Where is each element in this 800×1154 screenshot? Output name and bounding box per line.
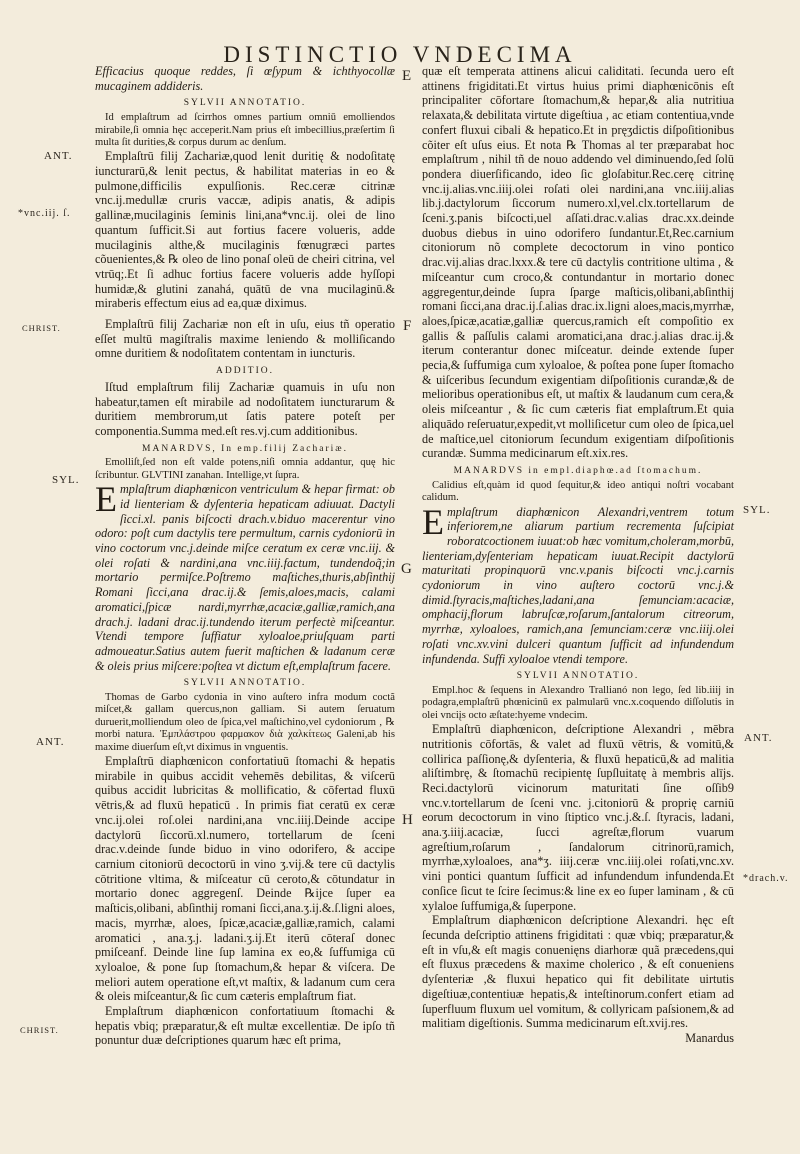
additio-heading: ADDITIO.	[216, 366, 274, 377]
section-letter-e: E	[402, 68, 412, 84]
paragraph: Emplaſtrū diaphœnicon confortatiuū ſtomachi & hepatis mirabile in quibus accidit vehemēs debilitas, & viſcerū quibus accidit lubricitas & mollificatio, & cōfertad fluxū vētris,& ad fluxū hepaticū . In primis fiat ceratū ex ceræ vnc.ij.olei roſ.olei nardini,ana vnc.iiij.Deinde accipe dactylorū ſiccorū.xl.numero, tortellarum de ſceni drac.v.deinde ſunde biduo in vino odorifero, & accipe carnium citoniorū decoctorū in vino ʒ.vij.& tere cū dactylis cōtritione vltima, & miſceatur cū ceroto,& cōtundatur in mortario donec aggregenſ. Deinde ℞ijce ſuper ea maſticis,olibani, abſinthij romani ſicci,ana.ʒ.ij.&.ſ.ligni aloes, macis, myrrhæ, aloes, ſpicæ,acaciæ,galliæ,ramich, calami aromatici , ana.ʒ.j. ladani.ʒ.ij.Et iterū cōteraſ donec pmiſceanf. Deinde line ſup lamina ex eo,& ſuffumiga cū xyloaloe, & pone ſup ſtomachum,& hepar & viſcera. De meliori autem operatione eſt,vt maſtix, & ladanum cum cera & oleis miſceantur,& ſic cum cæteris emplaſtrum fiat.	[95, 754, 395, 1004]
left-column	[95, 64, 395, 1048]
right-column	[422, 64, 734, 1046]
margin-note-ant-2: ANT.	[36, 736, 65, 748]
paragraph: Emplaſtrū diaphœnicon, deſcriptione Alexandri , mēbra nutritionis cōfortās, & valet ad fluxū vētris, & vomitū,& collirica paſſionę,& dyſenteria, & fluxū hepaticū,& ad malitia aliſtimbrę, & ſtomachū recipientę ſupſluitatę à membris alījs. Reci.dactylorū vicinorum maturitati ſine oſſib9 vnc.v.tortellarum de ſceni vnc. j.citoniorū & proprię carniū eorum decoctorum in vino ſtiptico vnc.j.&.ſ. ſtyracis, ladani, ana.ʒ.iiij.acaciæ, ſucci agreſtæ,florum vuarum agreſtium,roſarum , ſandalorum citrinorū,ramich, myrrhæ,xyloaloes, ana*ʒ. iiij.ceræ vnc.iiij.olei roſati,vnc.xv. vini pontici quantum ſufficit ad infundendum infundenda.Et conſice ſicut te ſcire ſecimus:& line ex eo ſuper laminam , & cū xylaloe ſuffumiga,& ſuperpone.	[422, 722, 734, 913]
italic-recipe-paragraph: Emplaſtrum diaphœnicon Alexandri,ventrem totum inferiorem,ne aliarum partium recrementa ſuſcipiat roboratcoctionem iuuat:ob hæc vomitum,choleram,morbū, lienteriam,dyſenteriam hepaticam iuuat.Recipit dactylorū maturitati propinquorū vnc.v.panis biſcocti vnc.j.carnis cydoniorum in vino auſtero coctorū vnc.j.& dimid.ſtyracis,maſtiches,ladani,ana ſemunciam:acaciæ, omphacij,florum labruſcæ,roſarum,ſantalorum citreorum, myrrhæ, xyloaloes, ramich,ana ſemunciam:ceræ vnc.iiij.olei roſati vnc.xv.vini dulceri quantum ſufficit ad infundendum infundenda. Suffi xyloaloe vtendi tempore.	[422, 501, 734, 666]
margin-note-ant-right: ANT.	[744, 732, 773, 744]
running-header: DISTINCTIO VNDECIMA	[223, 42, 577, 67]
margin-note-ant: ANT.	[44, 150, 73, 162]
paragraph: Emplaſtrū filij Zachariæ non eſt in uſu, eius tñ operatio eſſet multū magiſtralis maxime leniendo & molliſicando omne duritiem & nodoſitatem contentam in iuncturis.	[95, 317, 395, 361]
annotation-text: Empl.hoc & ſequens in Alexandro Trallianó non lego, ſed lib.iiij in podagra,emplaſtrū phœnicinū ex palmularū vnc.x.coquendo diſſolutis in olei vnciįs octo æſtate:hyeme vndecim.	[422, 684, 734, 721]
margin-note-christ-2: CHRIST.	[20, 1025, 59, 1035]
margin-note-christ: CHRIST.	[22, 323, 61, 333]
manardus-text: Calidius eſt,quàm id quod ſequitur,& ideo antiqui noſtri vocabant calidum.	[422, 479, 734, 504]
paragraph: quæ eſt temperata attinens alicui caliditati. ſecunda uero eſt attinens frigiditati.Et virtus huius primi diaphœnicōnis eſt principaliter cōfortare ſtomachum,& hepar,& alia nutritiua relaxata,& debilitata virtute digeſtiua , ac etiam contentiua,vnde confert fluxui cibali & hepatico.Et in pręʒdictis diſpoſitionibus cõiter eſt uſus eius. Et nota ℞ Thomas al ter præparabat hoc emplaſtrum , nihil tñ de nouo addendo vel diminuendo,ſed ſolū pondera diuerſificando, ideo ſic gloſabitur.Rec.cerę citrinę vnc.ij.alias.vnc.iiij.olei roſati olei nardini,ana vnc.iiij.alias lib.j.dactylorum ſiccorum numero.xl,vel.clx.tortellarum de ſceni.ʒ.panis biſcocti,uel aſſati.drac.v.alias drac.xx.deinde duobus diebus in uino odorifero ſundantur.Et,Rec.carnium citoniorum nõ complete decoctorum in vino pontico drac.vij.alias drac.lxxx.& tere cū dactylis contritione ultima , & miſceantur cum croco,& contundantur in mortario donec aggregentur,deinde ſupra ſparge maſticis,olibani,abſinthij romani ſicci,ana drac.ij.ſ.alias drac.ix.ligni aloes,macis,myrrhæ, aloes,ſpicæ,acatiæ,galliæ quercus,ramich eſt compoſitio ex gallis & paſſulis calami aromatici,ana drac.j.alias drac.ij.& iterum conterantur donec miſceatur. deinde extende ſuper pecia,& ſuffumiga cum xyloaloe, & poſtea pone ſuper ſtomacho & uiſceribus ſecundum exigentiam diſpoſitionis curandæ,& de melioribus operationibus eſt, ut maſtix & laudanum cum cera,& oleis miſceantur , & ſic cum cæteris fiat emplaſtrum.Et quia aliquādo reſeruatur,expedit,vt molliſicetur cum oleo de ſpica,uel de maſtice,uel citoniorum ſecundum exigentiam diſpoſitionis curandæ. Summa medicinarum eſt.xix.res.	[422, 64, 734, 461]
catchword: Manardus	[685, 1030, 734, 1045]
annotation-heading: SYLVII ANNOTATIO.	[183, 98, 307, 109]
manardus-heading: MANARDVS, In emp.filij Zachariæ.	[142, 443, 348, 454]
section-letter-h: H	[402, 812, 413, 828]
italic-recipe-paragraph: Emplaſtrum diaphœnicon ventriculum & hepar firmat: ob id lienteriam & dyſenteria hepaticam adiuuat. Dactyli ſicci.xl. panis biſcocti drach.v.biduo macerentur vino odoro: poſt cum dactylis tere permultum, carnis cydoniorū in vino coctorum vnc.j.deinde miſce ceratum ex ceræ vnc.iij. & olei roſati & nardini,ana vnc.iiij.factum, tundendoq̃;in mortario permiſce.Poſtremo maſtiches,thuris,abſinthij Romani ſicci,ana drac.ij.& ſemis,aloes,macis, calami aromatici,ſpicæ nardi,myrrhæ,acaciæ,galliæ,ramich,ana drach.j. ladani drac.ij.tundendo iterum perfectè miſceantur. Vtendi tempore ſuffiatur xyloaloe,priuſquam parti admoueatur.Satius autem fuerit maſtichen & ladanum ceræ & oleis prius miſcere:poſtea vt dictum eſt,emplaſtrum facere.	[95, 479, 395, 673]
annotation-heading: SYLVII ANNOTATIO.	[516, 671, 640, 682]
annotation-heading: SYLVII ANNOTATIO.	[183, 678, 307, 689]
margin-note-syl-left: SYL.	[52, 474, 80, 486]
manardus-heading: MANARDVS in empl.diaphœ.ad ſtomachum.	[453, 465, 703, 476]
paragraph: Emplaſtrum diaphœnicon confortatiuum ſtomachi & hepatis vbiq; præparatur,& eſt multæ excellentiæ. De ipſo tñ ponuntur duæ deſcriptiones quarum hæc eſt prima,	[95, 1004, 395, 1048]
paragraph: Emplaſtrum diaphœnicon deſcriptione Alexandri. hęc eſt ſecunda deſcriptio attinens frigiditati : quæ vbiq; præparatur,& eſt in vſu,& eſt magis conuenięns diarhoræ quã præcedens,qui eſt fluxus præcedens & maxime cholerico , & eſt conueniens dyſenteriæ ,& fluxui hepatico qui fit debilitate uirtutis digeſtiuæ,contentiuæ hepatis,& inteſtinorum.confert etiam ad ſuperfluum fluxum uel vomitum, & collyricam paſsionem,& ad malitiam digeſtionis. Summa medicinarum eſt.xvij.res.	[422, 913, 734, 1031]
margin-note-unc: *vnc.iij. ſ.	[18, 208, 71, 219]
section-letter-g: G	[401, 561, 412, 577]
margin-note-drach: *drach.v.	[743, 873, 789, 884]
annotation-text: Id emplaſtrum ad ſcirrhos omnes partium omniū emolliendos mirabile,ſi omnia hęc acceperit.Nam prius eſt imbecillius,præſertim ſi multa ſit durities,& corpus durum ac denſum.	[95, 112, 395, 148]
paragraph: Iſtud emplaſtrum filij Zachariæ quamuis in uſu non habeatur,tamen eſt mirabile ad nodoſitatem iuncturarum & duritiem membrorum,ut ſatis patere poteſt per componentia.Summa med.eſt res.vj.cum additionibus.	[95, 379, 395, 438]
annotation-text: Thomas de Garbo cydonia in vino auſtero infra modum coctã miſcet,& gallam quercus,non galliam. Si autem ſeruatum duruerit,molliendum oleo de ſpica,vel maſtichino,vel cydoniorum , ℞ morbi natura. Ἐμπλάστρου φαρμακον διὰ χαλκίτεως Galeni,ab his maxime diuerſum eſt,vt diximus in vnguentis.	[95, 692, 395, 753]
section-letter-f: F	[403, 318, 412, 334]
paragraph: Emplaſtrū filij Zachariæ,quod lenit duritię & nodoſitatę iuncturarū,& lenit pectus, & habilitat materias in eo & pulmone,difficilis expulſionis. Rec.ceræ citrinæ vnc.ij.medullæ cruris vaccæ, adipis anatis, & adipis gallinæ,mucilaginis ſeminis lini,ana*vnc.ij. olei de lino quantum ſufficit.Si aut fortius facere volueris, adde mucilaginis althe,& mucilaginis fœnugræci partes cõuenientes,& ℞ oleo de lino ponaſ oleū de cheiri citrina, vel vtrūq;.Et ſi adhuc fortius facere volueris adde hyſſopi humidæ,& glutini zanahá, quātū de vna mucilaginū.& miraberis effectum eius ad ea,quæ diximus.	[95, 149, 395, 311]
manardus-text: Emolliſt,ſed non eſt valde potens,niſi omnia addantur, quę hic ſcribuntur. GLVTINI zanahan. Intellige,vt ſupra.	[95, 457, 395, 481]
intro-text: Efficacius quoque reddes, ſi œſypum & ichthyocollæ mucaginem addideris.	[95, 64, 395, 93]
margin-note-syl-right: SYL.	[743, 504, 771, 516]
